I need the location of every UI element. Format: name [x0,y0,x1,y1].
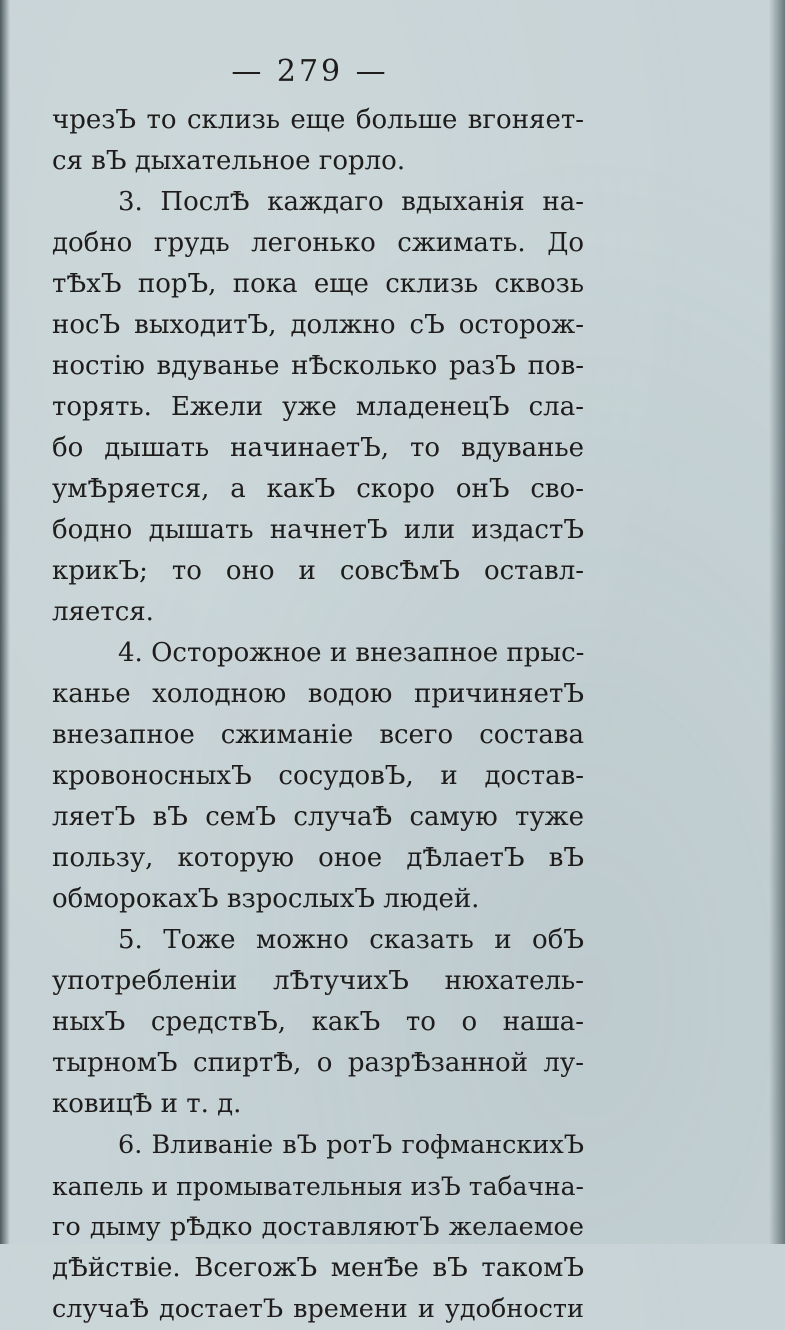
paragraph-5 [52,920,584,1125]
text-line: кровоносныхЪ сосудовЪ, и достав- [52,761,584,791]
paragraph-3 [52,182,584,633]
text-line: ныхЪ средствЪ, какЪ то о наша- [52,1007,584,1037]
text-line: ностію вдуванье нѢсколько разЪ пов- [52,351,584,381]
text-line: употребленіи лѢтучихЪ нюхатель- [52,966,584,996]
paragraph-4 [52,633,584,920]
text-line: дѢйствіе. ВсегожЪ менѢе вЪ такомЪ [52,1253,584,1283]
text-line: 5. Тоже можно сказать и обЪ [118,925,584,955]
text-line: тѢхЪ порЪ, пока еще склизь сквозь [52,269,584,299]
text-line: добно грудь легонько сжимать. До [52,228,584,258]
text-line: 6. Вливаніе вЪ ротЪ гофманскихЪ [118,1130,584,1160]
text-line: крикЪ; то оно и совсѢмЪ оставл- [52,556,584,586]
text-line: капель и промывательныя изЪ табачна- [52,1172,584,1201]
text-line: го дыму рѢдко доставляютЪ желаемое [52,1212,584,1242]
text-line: 3. ПослѢ каждаго вдыханія на- [118,187,584,217]
text-line: ковицѢ и т. д. [52,1089,242,1119]
text-line: внезапное сжиманіе всего состава [52,720,584,750]
text-line: обморокахЪ взрослыхЪ людей. [52,884,480,914]
text-line: тырномЪ спиртѢ, о разрѢзанной лу- [52,1048,584,1078]
text-line: бо дышать начинаетЪ, то вдуванье [52,433,584,463]
text-line: чрезЪ то склизь еще больше вгоняет- [52,105,584,135]
text-line: ляется. [52,597,154,627]
paragraph-6 [52,1125,584,1330]
body-text [52,100,584,1330]
text-line: пользу, которую оное дѢлаетЪ вЪ [52,843,584,873]
page-number: — 279 — [231,54,389,89]
text-line: бодно дышать начнетЪ или издастЪ [52,515,584,545]
text-line: ся вЪ дыхательное горло. [52,146,406,176]
text-line: ляетЪ вЪ семЪ случаѢ самую туже [52,802,584,832]
page-right-edge-shadow [769,0,785,1244]
text-line: торять. Ежели уже младенецЪ сла- [52,392,584,422]
text-line: носЪ выходитЪ, должно сЪ осторож- [52,310,584,340]
text-line: умѢряется, а какЪ скоро онЪ сво- [52,474,584,504]
text-line: канье холодною водою причиняетЪ [52,679,584,709]
paragraph-continuation [52,100,584,182]
text-line: случаѢ достаетЪ времени и удобности [52,1294,584,1324]
page-left-edge-shadow [0,0,10,1244]
text-line: 4. Осторожное и внезапное прыс- [118,638,584,668]
